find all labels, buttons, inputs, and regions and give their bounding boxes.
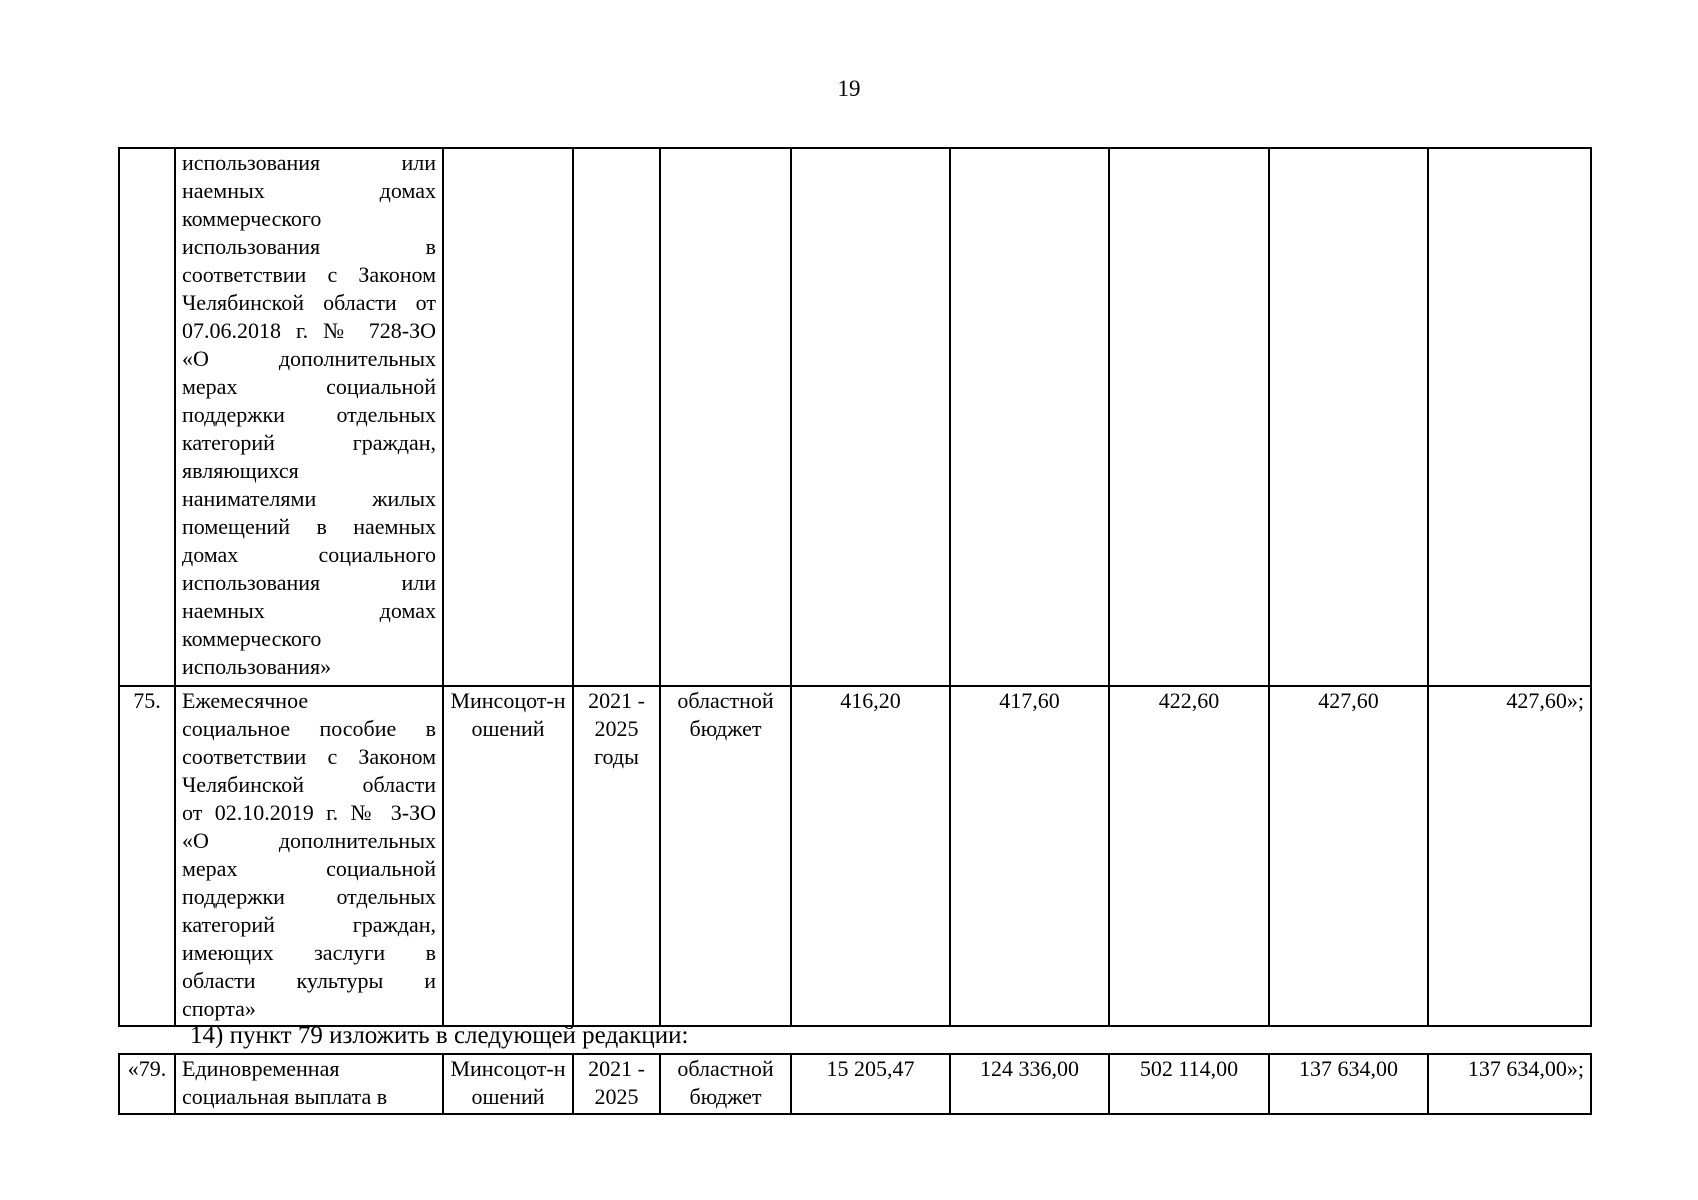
executor-cell: Минсоцот-ношений	[443, 686, 573, 1026]
value-cell: 15 205,47	[791, 1054, 950, 1114]
description-line: области культуры и	[182, 968, 436, 993]
executor-cell	[443, 148, 573, 686]
table-row-79	[119, 1054, 1591, 1114]
description-line: соответствии с Законом	[182, 262, 436, 287]
description-line: поддержки отдельных	[182, 884, 436, 909]
value-cell: 427,60»;	[1428, 686, 1591, 1026]
period-cell: 2021 - 2025	[573, 1054, 660, 1114]
description-line: поддержки отдельных	[182, 402, 436, 427]
description-line: мерах социальной	[182, 856, 436, 881]
row-number-cell: 75.	[119, 686, 175, 1026]
value-cell: 422,60	[1109, 686, 1269, 1026]
description-cell	[175, 1054, 443, 1114]
value-cell: 427,60	[1269, 686, 1428, 1026]
description-line: от 02.10.2019 г. № 3-ЗО	[182, 800, 436, 825]
description-line: категорий граждан,	[182, 430, 436, 455]
description-line: Ежемесячное	[182, 688, 309, 713]
value-cell: 502 114,00	[1109, 1054, 1269, 1114]
value-cell: 137 634,00	[1269, 1054, 1428, 1114]
description-line: социальное пособие в	[182, 716, 436, 741]
source-cell: областной бюджет	[660, 1054, 791, 1114]
page-number: 19	[837, 76, 861, 101]
table-row-continued	[119, 148, 1591, 686]
description-line: мерах социальной	[182, 374, 436, 399]
description-line: соответствии с Законом	[182, 744, 436, 769]
program-table-continued	[118, 147, 1592, 1027]
period-cell: 2021 - 2025 годы	[573, 686, 660, 1026]
program-table-amended	[118, 1053, 1592, 1115]
description-line: спорта»	[182, 996, 256, 1021]
value-cell	[1428, 148, 1591, 686]
description-line: Челябинской области	[182, 772, 436, 797]
description-line: нанимателями жилых	[182, 486, 436, 511]
description-line: Челябинской области от	[182, 290, 436, 315]
description-line: имеющих заслуги в	[182, 940, 436, 965]
description-line: Единовременная	[182, 1056, 340, 1081]
description-line: использования в	[182, 234, 436, 259]
source-cell	[660, 148, 791, 686]
row-number-cell: «79.	[119, 1054, 175, 1114]
value-cell	[791, 148, 950, 686]
description-cell	[175, 686, 443, 1026]
description-line: использования или	[182, 150, 436, 175]
value-cell: 137 634,00»;	[1428, 1054, 1591, 1114]
value-cell	[1269, 148, 1428, 686]
value-cell	[950, 148, 1109, 686]
description-line: коммерческого	[182, 626, 322, 651]
table-row-75	[119, 686, 1591, 1026]
description-line: использования или	[182, 570, 436, 595]
description-line: домах социального	[182, 542, 436, 567]
value-cell: 124 336,00	[950, 1054, 1109, 1114]
description-line: использования»	[182, 654, 332, 679]
description-line: социальная выплата в	[182, 1084, 388, 1109]
value-cell: 416,20	[791, 686, 950, 1026]
description-line: являющихся	[182, 458, 299, 483]
executor-cell: Минсоцот-ношений	[443, 1054, 573, 1114]
description-line: наемных домах	[182, 598, 436, 623]
row-number-cell	[119, 148, 175, 686]
source-cell: областной бюджет	[660, 686, 791, 1026]
description-line: коммерческого	[182, 206, 322, 231]
description-line: категорий граждан,	[182, 912, 436, 937]
value-cell	[1109, 148, 1269, 686]
value-cell: 417,60	[950, 686, 1109, 1026]
description-line: «О дополнительных	[182, 346, 436, 371]
period-cell	[573, 148, 660, 686]
description-line: наемных домах	[182, 178, 436, 203]
description-line: помещений в наемных	[182, 514, 436, 539]
description-line: «О дополнительных	[182, 828, 436, 853]
description-line: 07.06.2018 г. № 728-ЗО	[182, 318, 436, 343]
description-cell	[175, 148, 443, 686]
amendment-text: 14) пункт 79 изложить в следующей редакции:	[190, 1022, 689, 1049]
